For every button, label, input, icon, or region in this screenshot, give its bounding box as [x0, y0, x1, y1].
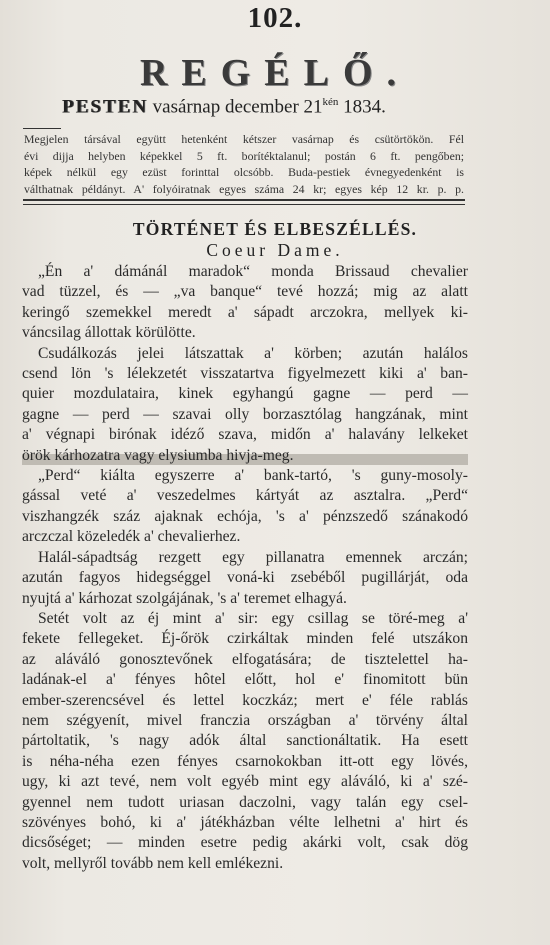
- info-line: Megjelen társával együtt hetenként kétszer vasárnap és csütörtökön. Fél: [24, 132, 464, 146]
- info-line: évi dijja helyben képekkel 5 ft. borítéktalanul; postán 6 ft. pengőben;: [24, 148, 464, 163]
- text-line: szövényes bohó, ki a' játékházban vélte lelhetni a' hirt és: [22, 813, 468, 831]
- info-line: képek nélkül egy ezüst forinttal olcsóbb. Buda-pestiek évnegyedenként is: [24, 165, 464, 179]
- paragraph-3: [22, 466, 468, 548]
- article-body: [22, 262, 468, 874]
- double-rule: [23, 199, 465, 205]
- issue-number: 102.: [247, 2, 303, 34]
- text-line: ladának-el a' fényes hôtel előtt, hol e' finomitott bün: [22, 671, 468, 689]
- info-line: válthatnak példányt. A' folyóiratnak egyes száma 24 kr; egyes kép 12 kr. p. p.: [24, 181, 464, 196]
- paragraph-5: [22, 609, 468, 874]
- paragraph-4: [22, 548, 468, 609]
- dateline-year: 1834.: [343, 96, 386, 118]
- text-line: is néha-néha ezen fényes csarnokokban itt-ott egy lövés,: [22, 752, 468, 770]
- text-line: „Perd“ kiálta egyszerre a' bank-tartó, 's guny-mosoly-: [38, 467, 468, 485]
- subscription-info: [24, 131, 464, 197]
- text-line: az aláváló gonosztevőnek elfogatására; de tisztelettel ha-: [22, 650, 468, 668]
- paragraph-1: [22, 262, 468, 344]
- text-line: csend lön 's lélekzetét visszatartva figyelmezett kiki a' ban-: [22, 365, 468, 383]
- text-line: viszhangzék száz ajaknak echója, 's a' pénzszedő szánakodó: [22, 507, 468, 525]
- text-line: vad tüzzel, és — „va banque“ tevé hozzá; mig az alatt: [22, 283, 468, 301]
- text-line: „Én a' dámánál maradok“ monda Brissaud chevalier: [38, 263, 468, 280]
- text-line: Csudálkozás jelei látszattak a' körben; azután halálos: [38, 344, 468, 362]
- masthead-title: REGÉLŐ.: [139, 52, 411, 94]
- text-line: ugy, ki azt tevé, nem volt egyéb mint egy aláváló, ki a' szé-: [22, 773, 468, 791]
- short-rule: [23, 128, 61, 129]
- dateline-date: vasárnap december 21: [152, 96, 323, 118]
- text-line: ember-szerencsével és lettel koczkáz; mert e' féle rablás: [22, 691, 468, 709]
- dateline-city: PESTEN: [62, 96, 148, 118]
- text-line: váncsilag állottak körülötte.: [22, 324, 196, 342]
- story-title: Coeur Dame.: [206, 240, 344, 260]
- text-line: gással veté a' veszedelmes kártyát az asztalra. „Perd“: [22, 487, 468, 505]
- text-line: nem szégyenít, mivel franczia országban a' törvény által: [22, 711, 468, 729]
- text-line: azután fagyos hidegséggel voná-ki zsebéből pugillárját, oda: [22, 569, 468, 587]
- text-line: Setét volt az éj mint a' sir: egy csillag se töré-meg a': [38, 609, 468, 627]
- dateline: [62, 96, 482, 118]
- text-line: gyennel nem tudott uriasan daczolni, vagy talán egy csel-: [22, 793, 468, 811]
- text-line: quier mozdulataira, kinek egyhangú gagne — perd —: [22, 385, 468, 403]
- text-line: fekete fellegeket. Éj-őrök czirkáltak minden felé utszákon: [22, 630, 468, 648]
- paragraph-2: [22, 344, 468, 466]
- text-line: dicsőséget; — minden esetre pedig akárki volt, csak dög: [22, 834, 468, 852]
- text-line: örök kárhozatra vagy elysiumba hivja-meg.: [22, 446, 468, 466]
- text-line: volt, mellyről tovább nem kell emlékezni.: [22, 854, 284, 872]
- text-line: a' végnapi birónak idéző szava, midőn a' halavány lelkeket: [22, 426, 468, 444]
- dateline-suffix: kén: [322, 96, 339, 108]
- text-line: nyujtá a' kárhozat szolgájának, 's a' teremet elhagyá.: [22, 589, 347, 607]
- text-line: keringő szemekkel meredt a' sápadt arczokra, mellyek ki-: [22, 303, 468, 321]
- text-line: gagne — perd — szavai olly borzasztólag hangzának, mint: [22, 405, 468, 423]
- text-line: Halál-sápadtság rezgett egy pillanatra emennek arczán;: [38, 548, 468, 566]
- text-line: pártoltatik, 's nagy adók által sanctionáltatik. Ha esett: [22, 732, 468, 750]
- section-title: TÖRTÉNET ÉS ELBESZÉLLÉS.: [132, 219, 418, 239]
- text-line: arczczal közeledék a' chevalierhez.: [22, 528, 241, 546]
